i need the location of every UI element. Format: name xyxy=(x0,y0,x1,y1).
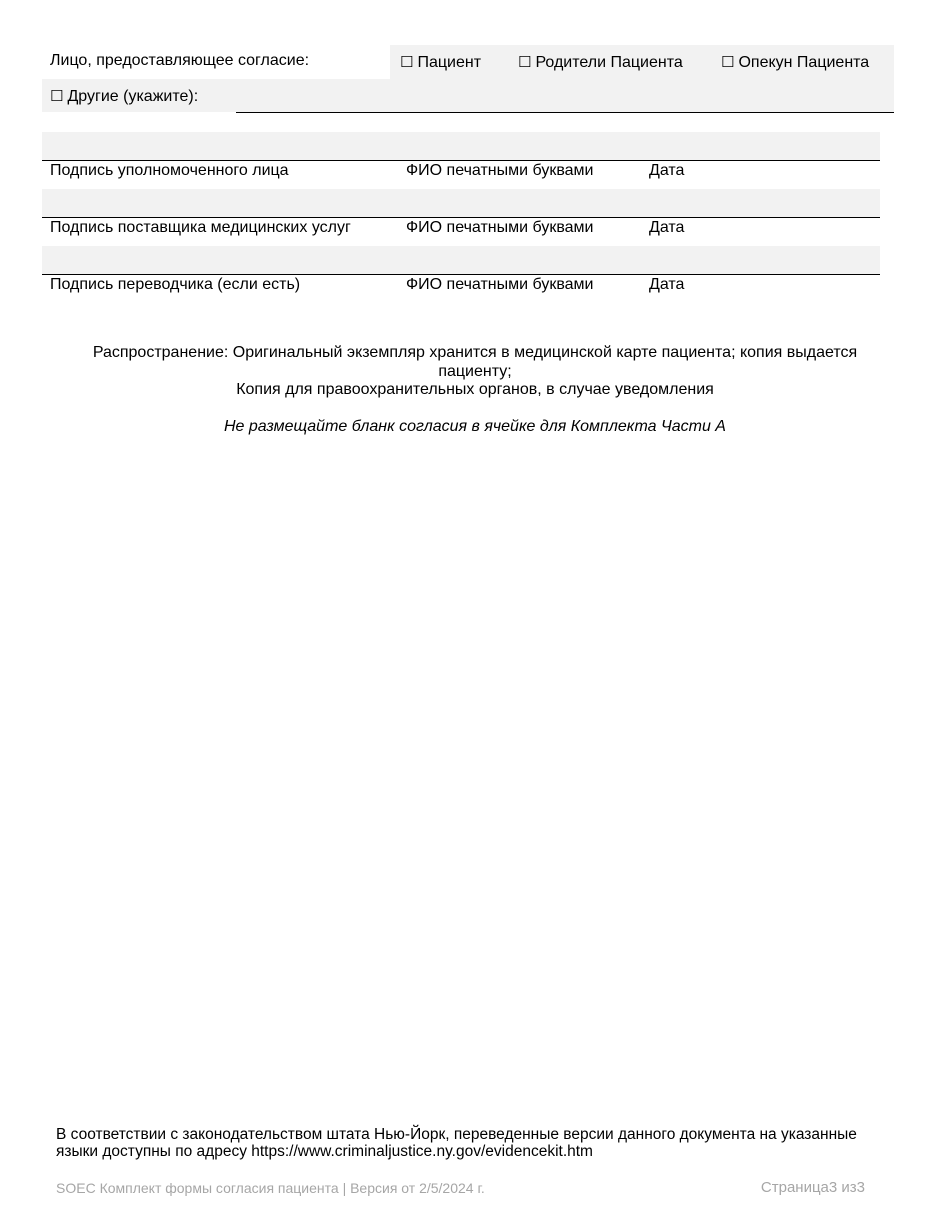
signature-label: Подпись переводчика (если есть) xyxy=(50,276,301,293)
option-parents[interactable] xyxy=(518,53,683,72)
signature-line xyxy=(42,274,880,275)
printed-name-label: ФИО печатными буквами xyxy=(406,276,594,293)
checkbox-icon[interactable]: ☐ xyxy=(50,87,64,105)
signature-label: Подпись уполномоченного лица xyxy=(50,162,289,179)
date-label: Дата xyxy=(649,276,685,293)
distribution-line-2: пациенту; xyxy=(438,363,512,380)
signature-field-authorized[interactable] xyxy=(42,132,880,160)
law-note-line-1: В соответствии с законодательством штата Нью-Йорк, переведенные версии данного документа на указанные xyxy=(56,1126,857,1143)
option-patient-label: Пациент xyxy=(417,54,482,71)
signature-field-interpreter[interactable] xyxy=(42,246,880,274)
option-guardian[interactable] xyxy=(721,53,869,72)
page-number: Страница3 из3 xyxy=(760,1179,865,1196)
option-other[interactable] xyxy=(50,87,198,106)
form-info: SOEC Комплект формы согласия пациента | Версия от 2/5/2024 г. xyxy=(56,1180,485,1196)
signature-line xyxy=(42,160,880,161)
distribution-line-1: Распространение: Оригинальный экземпляр хранится в медицинской карте пациента; копия выдается xyxy=(92,344,858,361)
date-label: Дата xyxy=(649,162,685,179)
signature-line xyxy=(42,217,880,218)
checkbox-icon[interactable]: ☐ xyxy=(400,53,414,71)
placement-note: Не размещайте бланк согласия в ячейке для Комплекта Части A xyxy=(224,418,726,435)
signature-label: Подпись поставщика медицинских услуг xyxy=(50,219,351,236)
other-specify-line[interactable] xyxy=(236,112,894,113)
distribution-line-3: Копия для правоохранительных органов, в случае уведомления xyxy=(236,381,714,398)
option-guardian-label: Опекун Пациента xyxy=(738,54,870,71)
consent-giver-label: Лицо, предоставляющее согласие: xyxy=(50,52,310,69)
signature-field-provider[interactable] xyxy=(42,189,880,217)
checkbox-icon[interactable]: ☐ xyxy=(721,53,735,71)
option-parents-label: Родители Пациента xyxy=(535,54,683,71)
date-label: Дата xyxy=(649,219,685,236)
option-patient[interactable] xyxy=(400,53,481,72)
checkbox-icon[interactable]: ☐ xyxy=(518,53,532,71)
printed-name-label: ФИО печатными буквами xyxy=(406,162,594,179)
option-other-label: Другие (укажите): xyxy=(67,88,199,105)
law-note-line-2: языки доступны по адресу https://www.criminaljustice.ny.gov/evidencekit.htm xyxy=(56,1143,593,1160)
printed-name-label: ФИО печатными буквами xyxy=(406,219,594,236)
